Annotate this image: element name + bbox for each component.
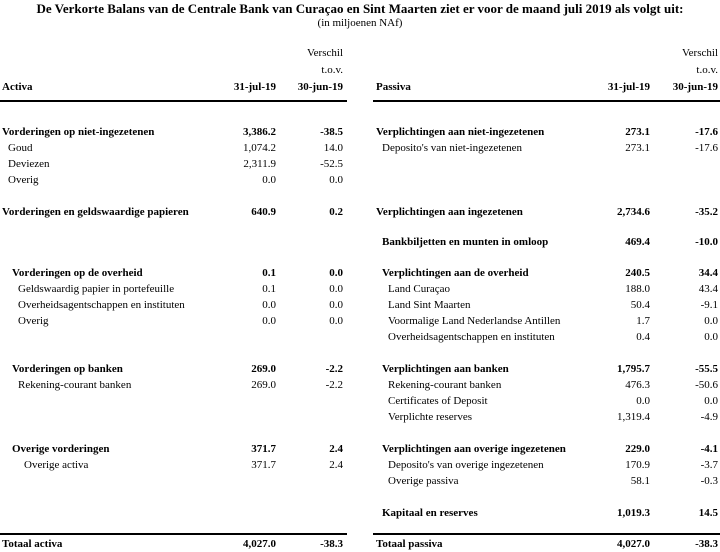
- passiva-total-rule: [373, 533, 720, 535]
- passiva-row-value: 0.0: [636, 395, 650, 407]
- passiva-row-value: 273.1: [625, 126, 650, 138]
- activa-row-value: 0.0: [262, 299, 276, 311]
- activa-row-label: Geldswaardig papier in portefeuille: [18, 283, 175, 295]
- activa-total-change: -38.3: [320, 538, 343, 550]
- passiva-row-change: -10.0: [695, 236, 718, 248]
- activa-row-change: 0.0: [329, 267, 343, 279]
- passiva-header-label: Passiva: [376, 81, 411, 93]
- activa-row-label: Overig: [18, 315, 49, 327]
- passiva-row-label: Land Sint Maarten: [388, 299, 471, 311]
- activa-row-label: Vorderingen op banken: [12, 363, 123, 375]
- activa-row-change: 0.0: [329, 283, 343, 295]
- activa-row-label: Overige vorderingen: [12, 443, 110, 455]
- activa-row-change: 14.0: [323, 142, 343, 154]
- passiva-row-change: -3.7: [700, 459, 718, 471]
- passiva-row-value: 2,734.6: [617, 206, 650, 218]
- passiva-row-label: Land Curaçao: [388, 283, 450, 295]
- passiva-total-label: Totaal passiva: [376, 538, 443, 550]
- passiva-verschil-label: Verschil: [681, 47, 718, 59]
- passiva-row-label: Overheidsagentschappen en instituten: [388, 331, 555, 343]
- passiva-row-change: 0.0: [704, 331, 718, 343]
- activa-row-label: Vorderingen en geldswaardige papieren: [2, 206, 189, 218]
- passiva-row-value: 469.4: [625, 236, 650, 248]
- activa-row-label: Rekening-courant banken: [18, 379, 132, 391]
- activa-row-value: 0.1: [262, 283, 276, 295]
- passiva-row-change: -55.5: [695, 363, 718, 375]
- activa-row-change: 0.0: [329, 174, 343, 186]
- passiva-row-value: 273.1: [625, 142, 650, 154]
- activa-row-change: -38.5: [320, 126, 343, 138]
- passiva-col2-header: 30-jun-19: [672, 81, 718, 93]
- passiva-row-change: -17.6: [695, 126, 718, 138]
- passiva-row-value: 1,019.3: [617, 507, 650, 519]
- activa-header-label: Activa: [2, 81, 33, 93]
- passiva-row-value: 58.1: [630, 475, 650, 487]
- activa-total-label: Totaal activa: [2, 538, 63, 550]
- passiva-row-value: 50.4: [630, 299, 650, 311]
- page-title: De Verkorte Balans van de Centrale Bank van Curaçao en Sint Maarten ziet er voor de maand juli 2019 als volgt uit:: [36, 1, 684, 16]
- passiva-row-value: 1,319.4: [617, 411, 650, 423]
- passiva-row-value: 240.5: [625, 267, 650, 279]
- activa-row-change: -2.2: [325, 379, 343, 391]
- activa-row-change: -2.2: [325, 363, 343, 375]
- passiva-row-label: Deposito's van overige ingezetenen: [388, 459, 544, 471]
- passiva-row-label: Overige passiva: [388, 475, 459, 487]
- activa-row-change: -52.5: [320, 158, 343, 170]
- activa-header-rule: [0, 100, 347, 102]
- passiva-row-label: Verplichtingen aan de overheid: [382, 267, 529, 279]
- activa-row-value: 2,311.9: [243, 158, 276, 170]
- activa-row-label: Overige activa: [24, 459, 89, 471]
- passiva-row-change: -50.6: [695, 379, 718, 391]
- activa-row-label: Deviezen: [8, 158, 50, 170]
- activa-row-value: 269.0: [251, 363, 276, 375]
- activa-row-value: 1,074.2: [243, 142, 276, 154]
- passiva-row-label: Verplichtingen aan ingezetenen: [376, 206, 523, 218]
- activa-row-change: 0.0: [329, 299, 343, 311]
- passiva-header-rule: [373, 100, 720, 102]
- activa-row-label: Overig: [8, 174, 39, 186]
- activa-verschil-label: Verschil: [306, 47, 343, 59]
- passiva-total-value: 4,027.0: [617, 538, 650, 550]
- activa-row-change: 2.4: [329, 443, 343, 455]
- passiva-row-value: 1.7: [636, 315, 650, 327]
- activa-row-label: Vorderingen op niet-ingezetenen: [2, 126, 155, 138]
- passiva-row-change: -4.1: [700, 443, 718, 455]
- activa-tov-label: t.o.v.: [321, 64, 343, 76]
- activa-total-value: 4,027.0: [243, 538, 276, 550]
- activa-total-rule: [0, 533, 347, 535]
- activa-row-change: 0.0: [329, 315, 343, 327]
- passiva-row-value: 0.4: [636, 331, 650, 343]
- activa-col1-header: 31-jul-19: [233, 81, 276, 93]
- passiva-row-change: 34.4: [698, 267, 718, 279]
- passiva-row-value: 476.3: [625, 379, 650, 391]
- passiva-row-value: 1,795.7: [617, 363, 650, 375]
- passiva-row-label: Verplichtingen aan niet-ingezetenen: [376, 126, 545, 138]
- activa-row-value: 0.0: [262, 174, 276, 186]
- passiva-row-change: 14.5: [698, 507, 718, 519]
- activa-row-label: Overheidsagentschappen en instituten: [18, 299, 185, 311]
- activa-row-change: 2.4: [329, 459, 343, 471]
- activa-row-value: 371.7: [251, 459, 276, 471]
- passiva-row-label: Verplichtingen aan banken: [382, 363, 509, 375]
- passiva-col1-header: 31-jul-19: [607, 81, 650, 93]
- activa-row-change: 0.2: [329, 206, 343, 218]
- passiva-row-value: 188.0: [625, 283, 650, 295]
- passiva-row-label: Certificates of Deposit: [388, 395, 488, 407]
- passiva-tov-label: t.o.v.: [696, 64, 718, 76]
- passiva-row-label: Verplichte reserves: [388, 411, 472, 423]
- activa-row-value: 640.9: [251, 206, 276, 218]
- passiva-row-label: Verplichtingen aan overige ingezetenen: [382, 443, 566, 455]
- passiva-row-label: Voormalige Land Nederlandse Antillen: [388, 315, 561, 327]
- passiva-row-change: -9.1: [700, 299, 718, 311]
- passiva-row-label: Kapitaal en reserves: [382, 507, 478, 519]
- activa-row-value: 3,386.2: [243, 126, 276, 138]
- page-subtitle: (in miljoenen NAf): [317, 17, 403, 29]
- activa-row-value: 0.1: [262, 267, 276, 279]
- passiva-row-change: -35.2: [695, 206, 718, 218]
- activa-col2-header: 30-jun-19: [297, 81, 343, 93]
- activa-row-value: 371.7: [251, 443, 276, 455]
- activa-row-value: 269.0: [251, 379, 276, 391]
- activa-row-label: Goud: [8, 142, 33, 154]
- passiva-row-change: 0.0: [704, 315, 718, 327]
- passiva-row-value: 229.0: [625, 443, 650, 455]
- passiva-row-label: Bankbiljetten en munten in omloop: [382, 236, 549, 248]
- passiva-row-label: Deposito's van niet-ingezetenen: [382, 142, 523, 154]
- passiva-row-change: 0.0: [704, 395, 718, 407]
- passiva-row-label: Rekening-courant banken: [388, 379, 502, 391]
- passiva-total-change: -38.3: [695, 538, 718, 550]
- passiva-row-change: -0.3: [700, 475, 718, 487]
- passiva-row-change: -17.6: [695, 142, 718, 154]
- activa-row-label: Vorderingen op de overheid: [12, 267, 143, 279]
- passiva-row-change: 43.4: [698, 283, 718, 295]
- passiva-row-change: -4.9: [700, 411, 718, 423]
- activa-row-value: 0.0: [262, 315, 276, 327]
- passiva-row-value: 170.9: [625, 459, 650, 471]
